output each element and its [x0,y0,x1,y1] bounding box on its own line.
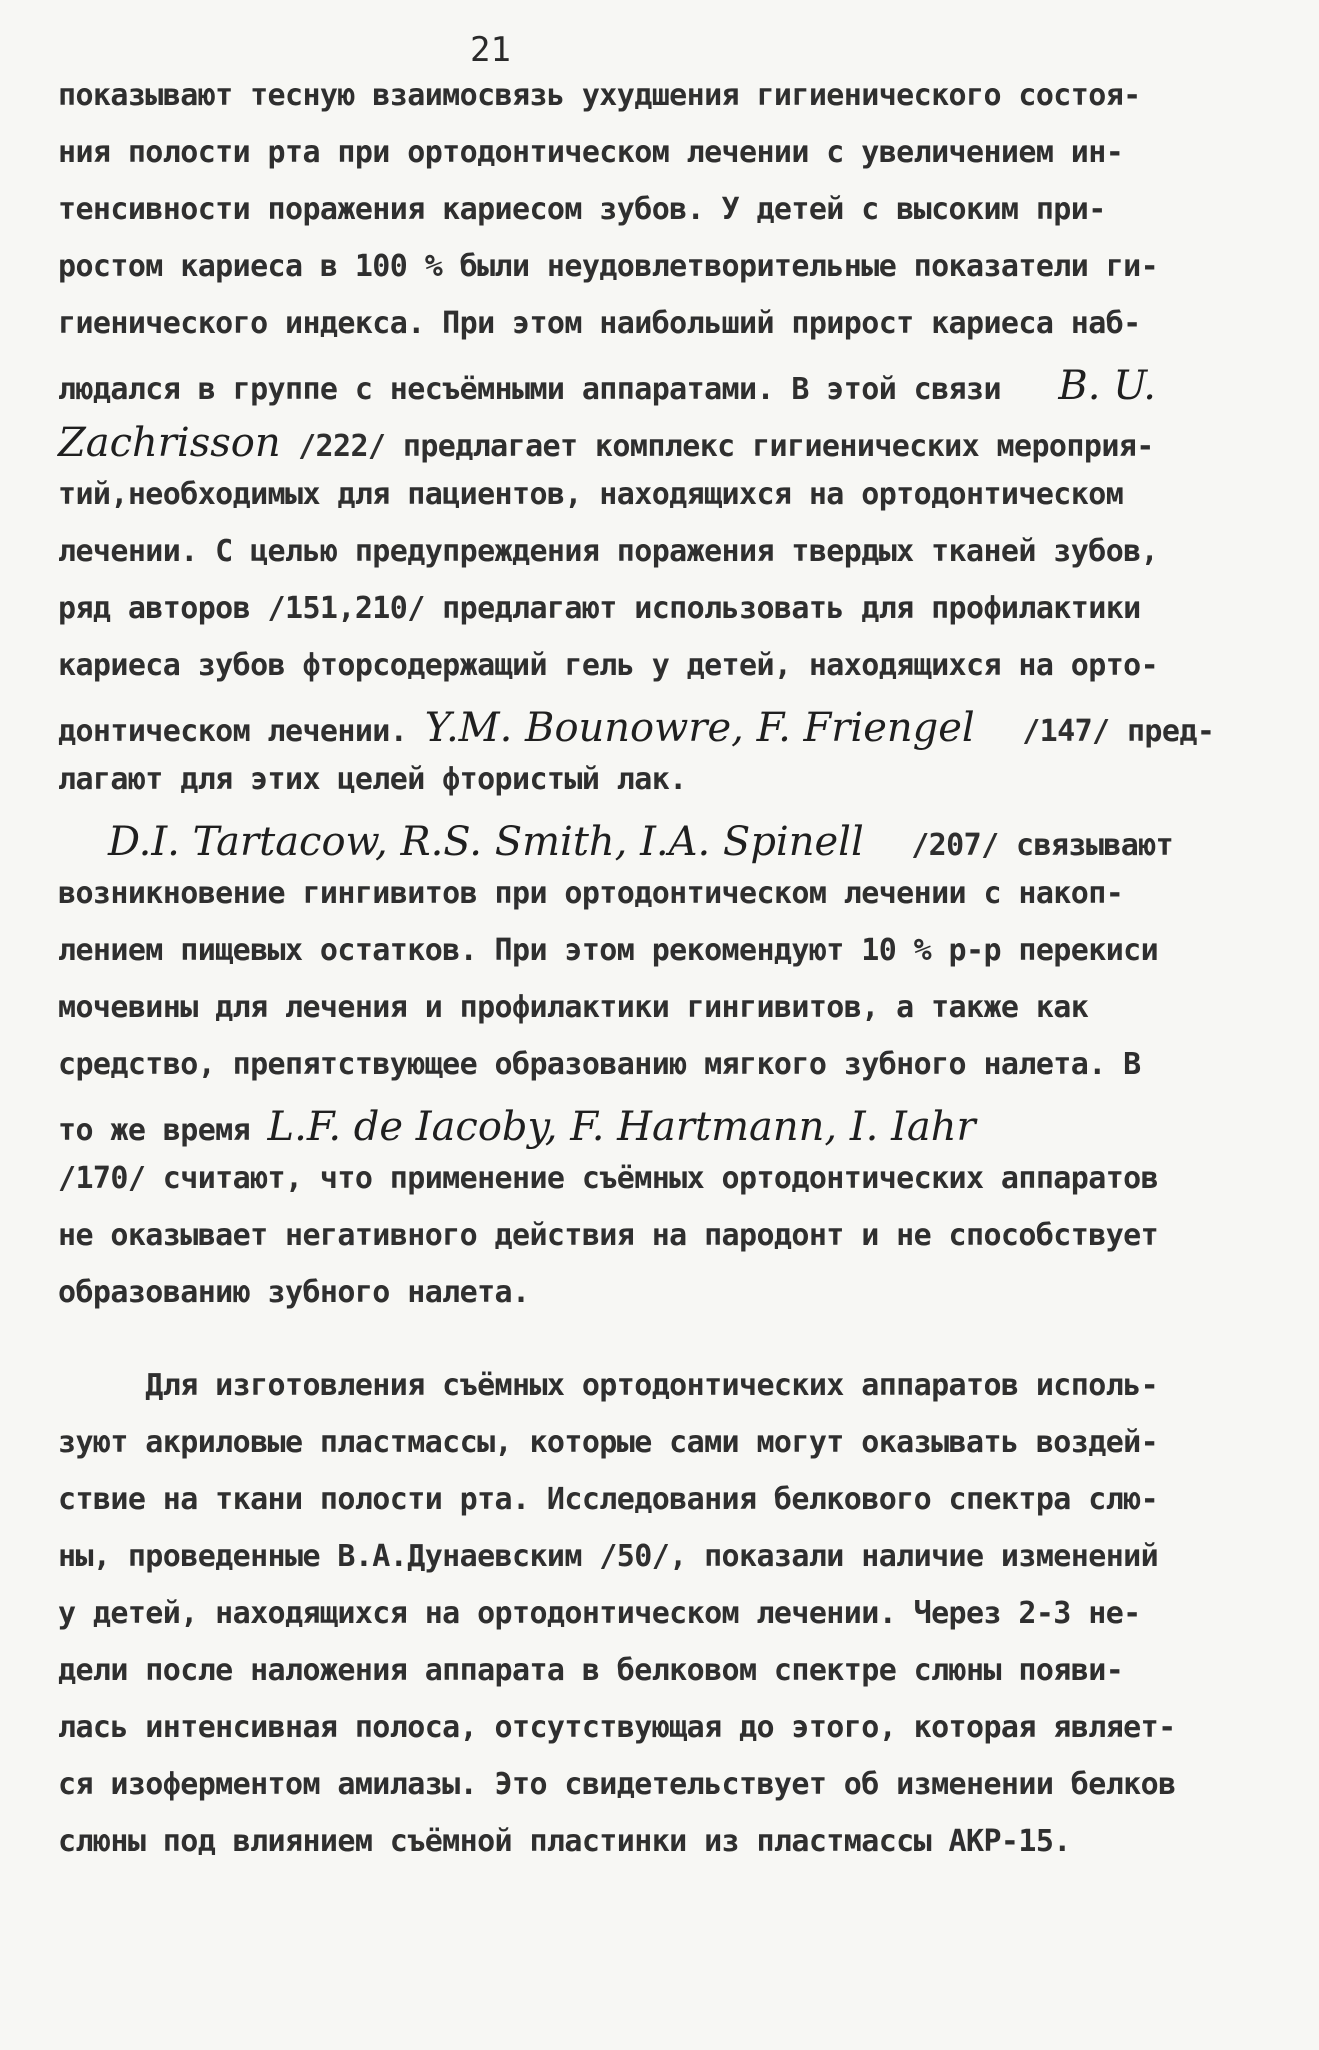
text-line: средство, препятствующее образованию мягкого зубного налета. В [58,1047,1141,1082]
text-line: образованию зубного налета. [58,1275,530,1310]
text-line: /170/ считают, что применение съёмных ортодонтических аппаратов [58,1161,1159,1196]
text-line: лагают для этих целей фтористый лак. [58,762,687,797]
text-line: тенсивности поражения кариесом зубов. У детей с высоким при- [58,192,1106,227]
text-segment: то же время [58,1113,251,1148]
text-line: лечении. С целью предупреждения поражения твердых тканей зубов, [58,534,1159,569]
text-segment: /147/ пред- [1022,714,1215,749]
handwritten-author: B. U. [1058,363,1156,409]
text-segment: донтическом лечении. [58,714,408,749]
handwritten-author: Zachrisson [58,420,281,466]
text-line: ся изоферментом амилазы. Это свидетельствует об изменении белков [58,1767,1176,1802]
text-line: слюны под влиянием съёмной пластинки из пластмассы АКР-15. [58,1824,1071,1859]
text-line [58,363,1156,409]
text-line: показывают тесную взаимосвязь ухудшения гигиенического состоя- [58,78,1141,113]
text-line: тий,необходимых для пациентов, находящихся на ортодонтическом [58,477,1124,512]
text-line: ны, проведенные В.А.Дунаевским /50/, показали наличие изменений [58,1539,1159,1574]
text-segment: людался в группе с несъёмными аппаратами. В этой связи [58,372,1001,407]
page-number: 21 [470,30,511,70]
handwritten-author: Y.M. Bounowre, F. Friengel [424,705,975,751]
text-line: дели после наложения аппарата в белковом спектре слюны появи- [58,1653,1124,1688]
text-line: ствие на ткани полости рта. Исследования белкового спектра слю- [58,1482,1159,1517]
text-line: лась интенсивная полоса, отсутствующая до этого, которая являет- [58,1710,1176,1745]
text-line: мочевины для лечения и профилактики гингивитов, а также как [58,990,1089,1025]
text-line: ряд авторов /151,210/ предлагают использовать для профилактики [58,591,1141,626]
text-segment: /222/ предлагает комплекс гигиенических мероприя- [280,429,1154,464]
text-line: Для изготовления съёмных ортодонтических аппаратов исполь- [58,1368,1159,1403]
text-line: гиенического индекса. При этом наибольший прирост кариеса наб- [58,306,1141,341]
handwritten-author: L.F. de Iacoby, F. Hartmann, I. Iahr [267,1104,976,1150]
text-line: зуют акриловые пластмассы, которые сами могут оказывать воздей- [58,1425,1159,1460]
text-line [108,819,1173,865]
text-segment: /207/ связывают [911,828,1174,863]
text-line: возникновение гингивитов при ортодонтическом лечении с накоп- [58,876,1124,911]
text-line: кариеса зубов фторсодержащий гель у детей, находящихся на орто- [58,648,1159,683]
text-line [58,1104,976,1150]
text-line: у детей, находящихся на ортодонтическом лечении. Через 2-3 не- [58,1596,1141,1631]
text-line: лением пищевых остатков. При этом рекомендуют 10 % р-р перекиси [58,933,1159,968]
text-line: не оказывает негативного действия на пародонт и не способствует [58,1218,1159,1253]
text-line [58,420,1154,466]
text-line: ния полости рта при ортодонтическом лечении с увеличением ин- [58,135,1124,170]
text-line [58,705,1214,751]
handwritten-author: D.I. Tartacow, R.S. Smith, I.A. Spinell [108,819,864,865]
text-line: ростом кариеса в 100 % были неудовлетворительные показатели ги- [58,249,1159,284]
